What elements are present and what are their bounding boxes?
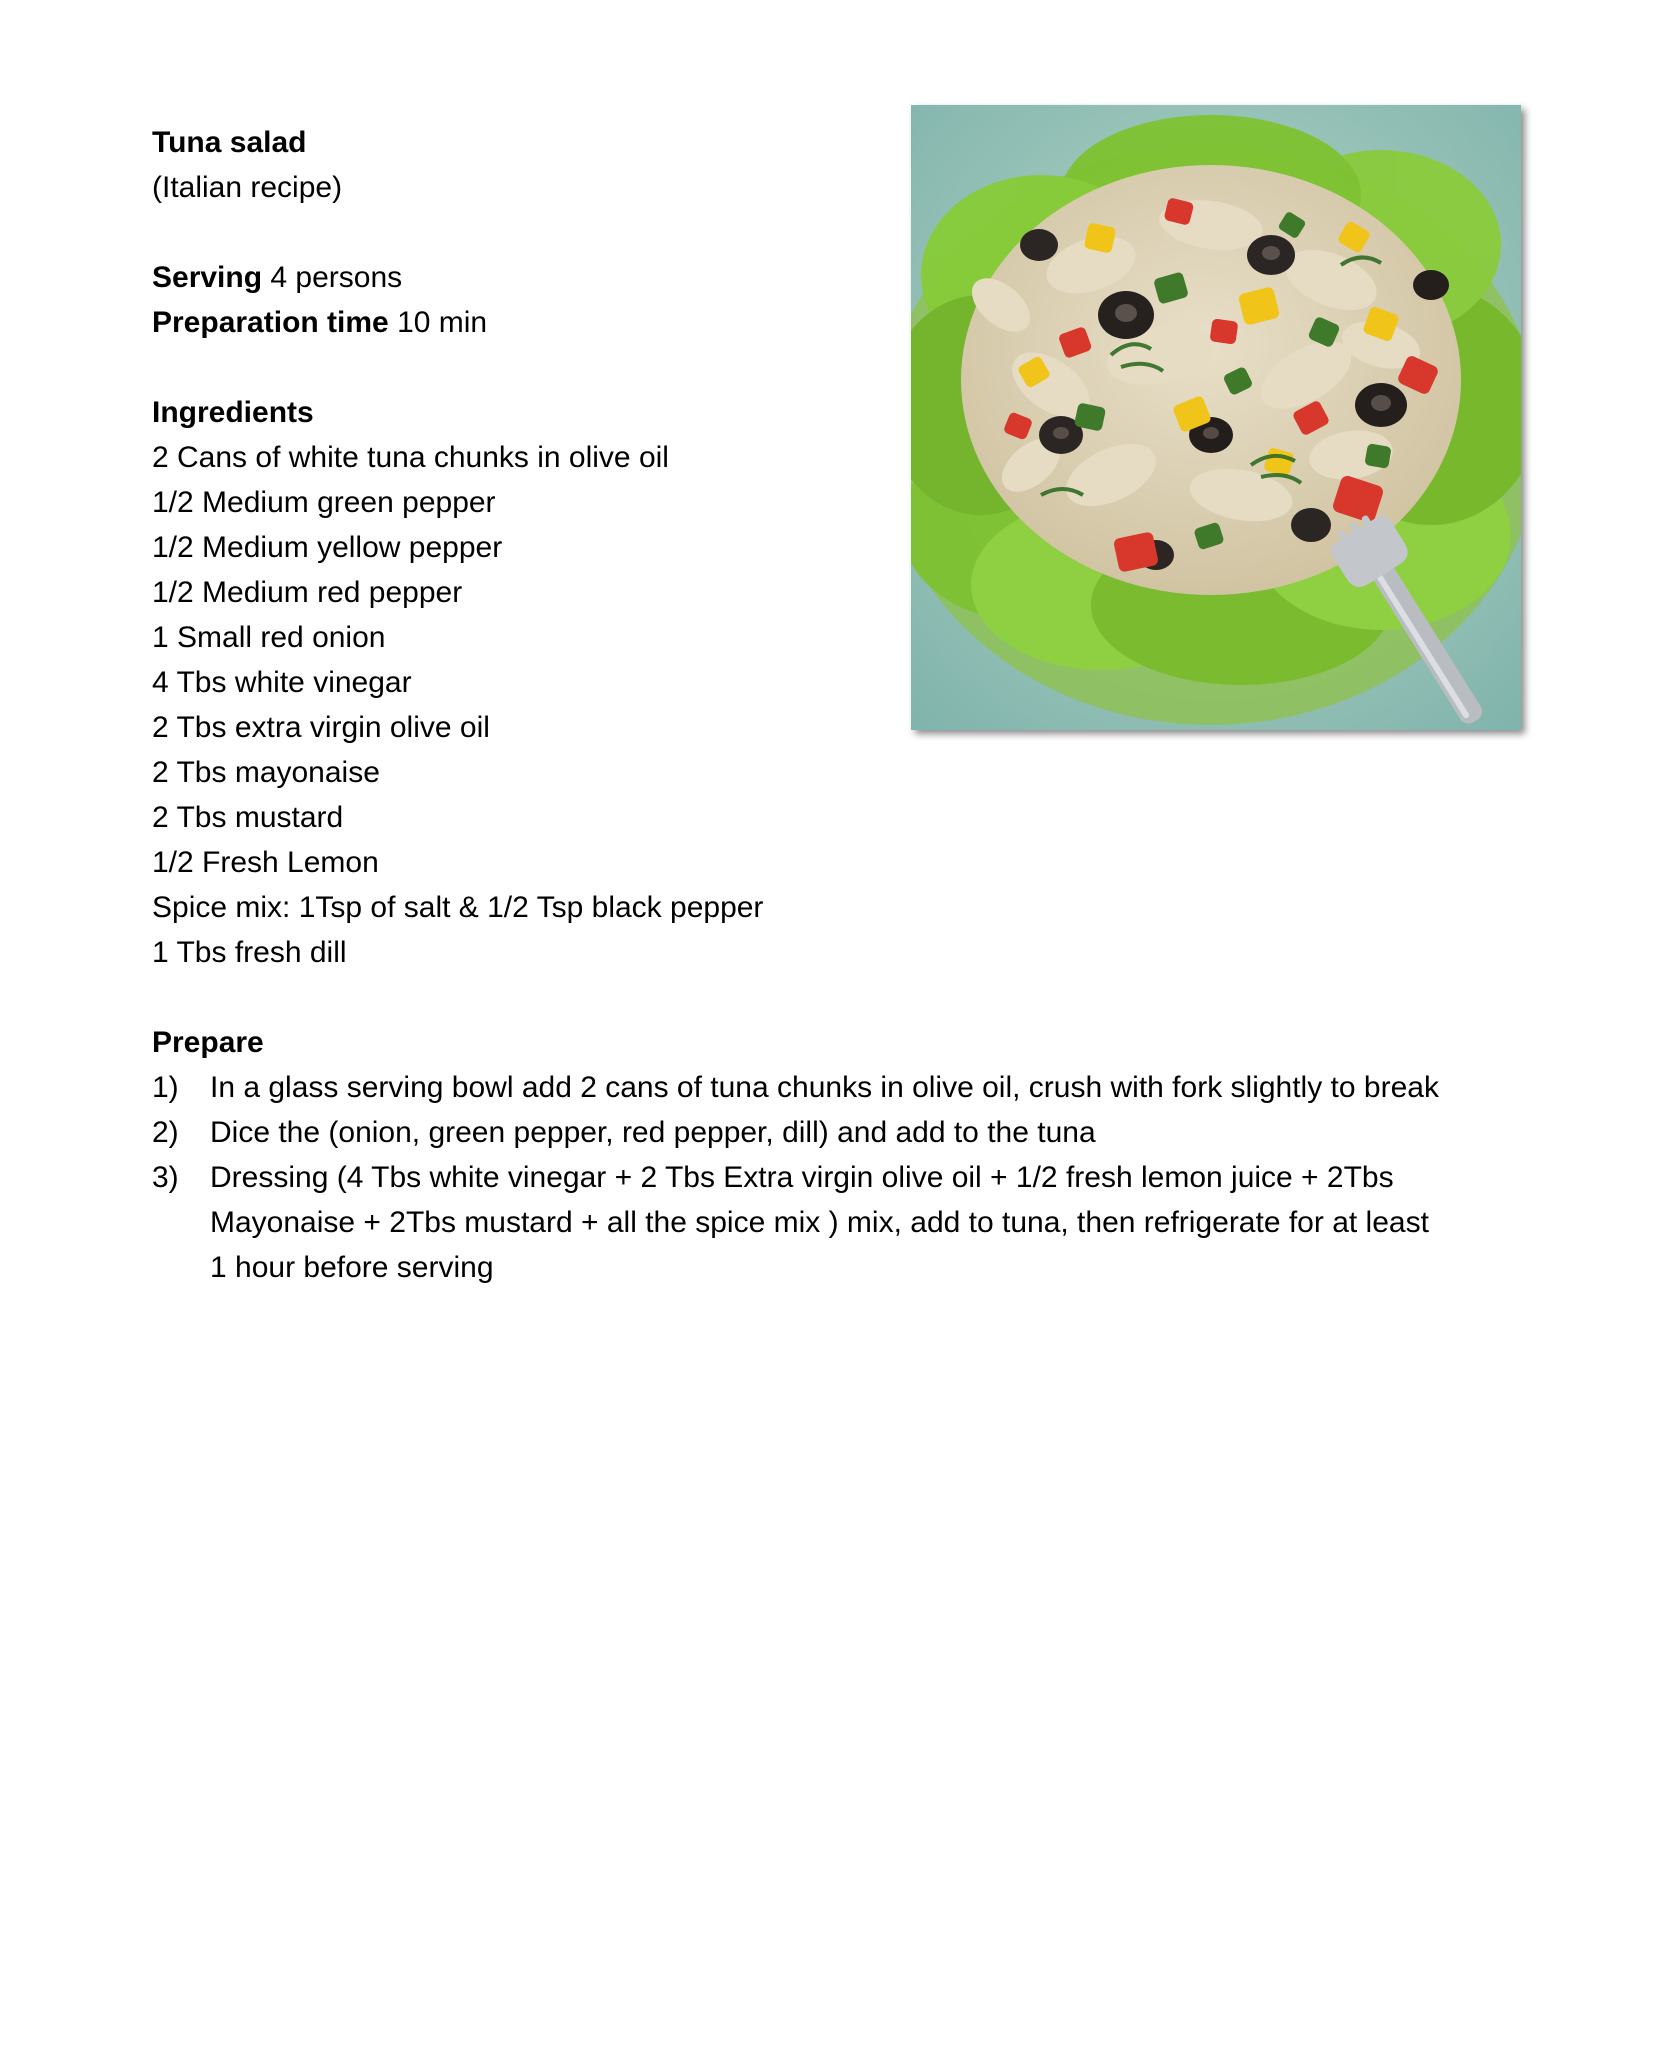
list-item: 4 Tbs white vinegar — [152, 666, 412, 699]
list-item: 1/2 Medium yellow pepper — [152, 531, 503, 564]
list-item: 1/2 Medium green pepper — [152, 486, 496, 519]
list-item: 2 Cans of white tuna chunks in olive oil — [152, 441, 669, 474]
prepare-heading: Prepare — [152, 1026, 264, 1059]
list-item: 1/2 Medium red pepper — [152, 576, 463, 609]
list-item: 2 Tbs mayonaise — [152, 756, 380, 789]
serving-value: 4 persons — [262, 261, 403, 294]
step-number: 3) — [152, 1161, 179, 1194]
recipe-subtitle: (Italian recipe) — [152, 171, 343, 204]
ingredients-list — [152, 435, 1572, 975]
list-item — [152, 1110, 1442, 1155]
recipe-content — [152, 120, 1572, 1290]
ingredients-heading: Ingredients — [152, 396, 314, 429]
spacer — [152, 210, 1572, 255]
list-item: 1 Tbs fresh dill — [152, 936, 347, 969]
serving-line — [152, 255, 1572, 300]
serving-label: Serving — [152, 261, 263, 294]
step-text: In a glass serving bowl add 2 cans of tuna chunks in olive oil, crush with fork slightly to break — [210, 1071, 1439, 1104]
step-number: 1) — [152, 1071, 179, 1104]
list-item: 1 Small red onion — [152, 621, 386, 654]
list-item: 1/2 Fresh Lemon — [152, 846, 379, 879]
spacer — [152, 975, 1572, 1020]
preparation-time-line — [152, 300, 1572, 345]
list-item — [152, 1155, 1442, 1290]
list-item: 2 Tbs mustard — [152, 801, 344, 834]
list-item: Spice mix: 1Tsp of salt & 1/2 Tsp black pepper — [152, 891, 764, 924]
list-item — [152, 1065, 1442, 1110]
preparation-time-label: Preparation time — [152, 306, 389, 339]
step-text: Dice the (onion, green pepper, red pepper, dill) and add to the tuna — [210, 1116, 1096, 1149]
step-text: Dressing (4 Tbs white vinegar + 2 Tbs Extra virgin olive oil + 1/2 fresh lemon juice + 2Tbs Mayonaise + 2Tbs mustard + all the spice mix ) mix, add to tuna, then refrigerate for at least 1 hour before serving — [210, 1161, 1429, 1284]
step-number: 2) — [152, 1116, 179, 1149]
prepare-steps-list — [152, 1065, 1442, 1290]
preparation-time-value: 10 min — [388, 306, 488, 339]
spacer — [152, 345, 1572, 390]
page-title: Tuna salad — [152, 126, 307, 159]
list-item: 2 Tbs extra virgin olive oil — [152, 711, 490, 744]
